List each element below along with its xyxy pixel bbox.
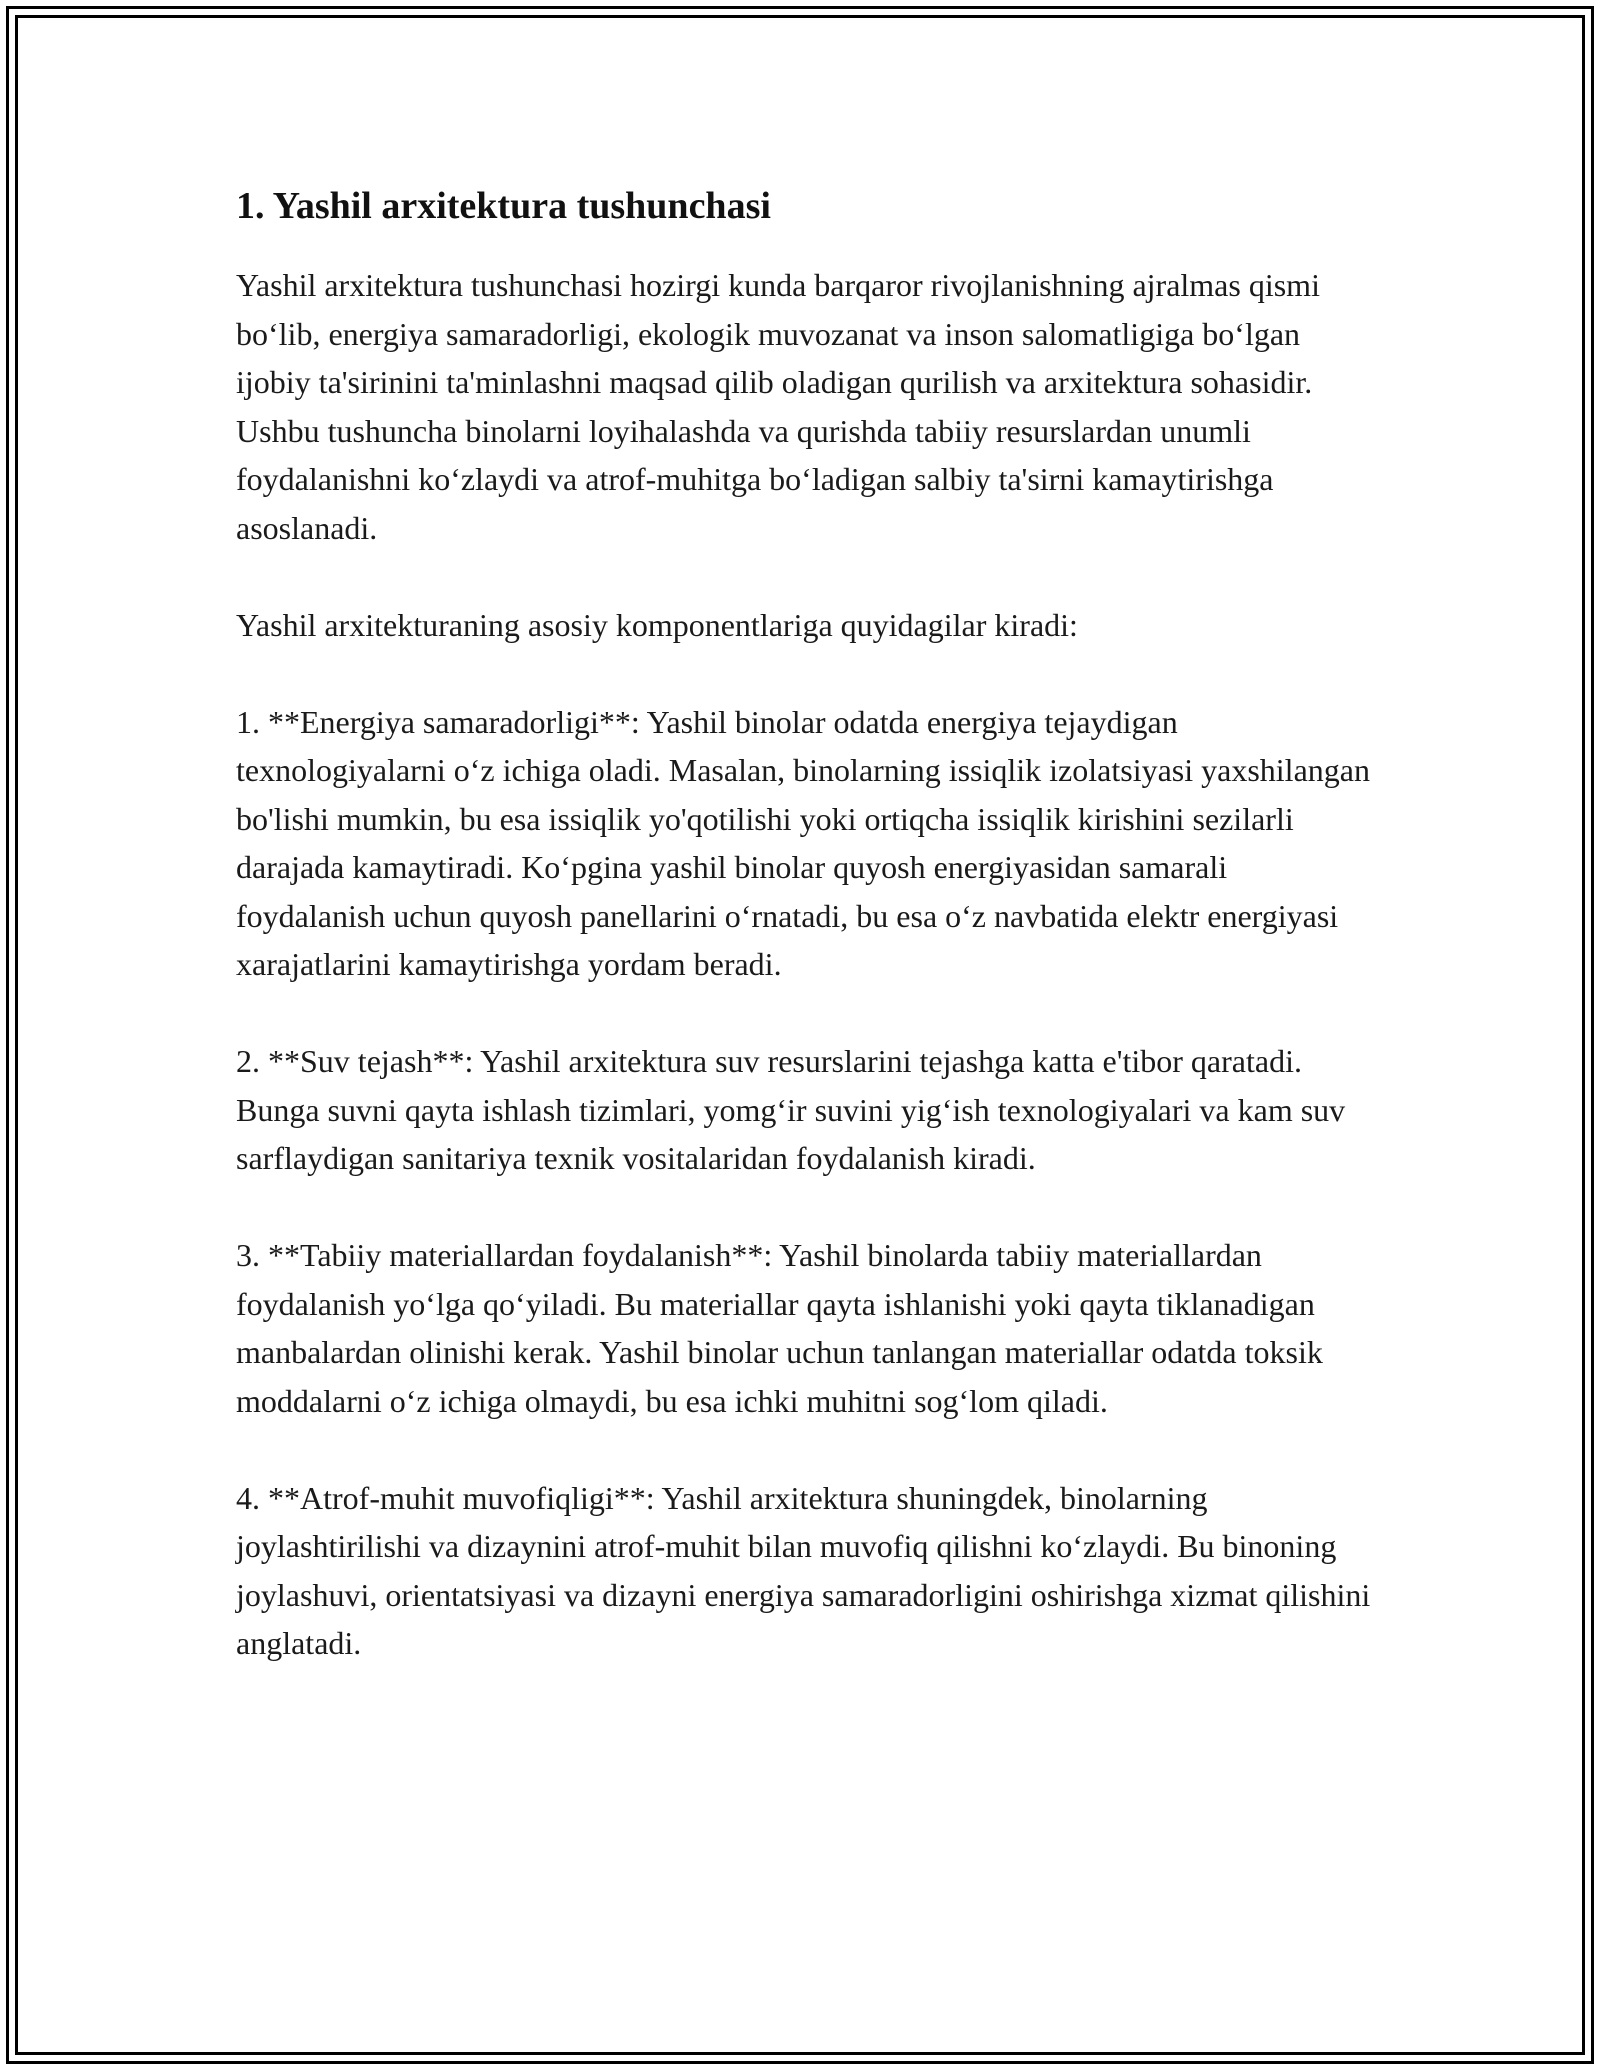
paragraph-intro: Yashil arxitektura tushunchasi hozirgi kunda barqaror rivojlanishning ajralmas qismi bo‘lib, energiya samaradorligi, ekologik muvozanat va inson salomatligiga bo‘lgan ijobiy ta'sirinini ta'minlashni maqsad qilib oladigan qurilish va arxitektura sohasidir. Ushbu tushuncha binolarni loyihalashda va qurishda tabiiy resurslardan unumli foydalanishni ko‘zlaydi va atrof-muhitga bo‘ladigan salbiy ta'sirni kamaytirishga asoslanadi. — [236, 267, 1320, 546]
document-body — [236, 182, 1376, 1716]
paragraph-components-lead: Yashil arxitekturaning asosiy komponentlariga quyidagilar kiradi: — [236, 606, 1078, 643]
paragraph-water-saving: 2. **Suv tejash**: Yashil arxitektura suv resurslarini tejashga katta e'tibor qaratadi. Bunga suvni qayta ishlash tizimlari, yomg‘ir suvini yig‘ish texnologiyalari va kam suv sarflaydigan sanitariya texnik vositalaridan foydalanish kiradi. — [236, 1043, 1346, 1177]
paragraph-energy-efficiency: 1. **Energiya samaradorligi**: Yashil binolar odatda energiya tejaydigan texnologiyalarni o‘z ichiga oladi. Masalan, binolarning issiqlik izolatsiyasi yaxshilangan bo'lishi mumkin, bu esa issiqlik yo'qotilishi yoki ortiqcha issiqlik kirishini sezilarli darajada kamaytiradi. Ko‘pgina yashil binolar quyosh energiyasidan samarali foydalanish uchun quyosh panellarini o‘rnatadi, bu esa o‘z navbatida elektr energiyasi xarajatlarini kamaytirishga yordam beradi. — [236, 703, 1370, 983]
section-title: 1. Yashil arxitektura tushunchasi — [236, 185, 771, 227]
paragraph-natural-materials: 3. **Tabiiy materiallardan foydalanish**: Yashil binolarda tabiiy materiallardan foydalanish yo‘lga qo‘yiladi. Bu materiallar qayta ishlanishi yoki qayta tiklanadigan manbalardan olinishi kerak. Yashil binolar uchun tanlangan materiallar odatda toksik moddalarni o‘z ichiga olmaydi, bu esa ichki muhitni sog‘lom qiladi. — [236, 1237, 1323, 1419]
paragraph-environment-compatibility: 4. **Atrof-muhit muvofiqligi**: Yashil arxitektura shuningdek, binolarning joylashtirilishi va dizaynini atrof-muhit bilan muvofiq qilishni ko‘zlaydi. Bu binoning joylashuvi, orientatsiyasi va dizayni energiya samaradorligini oshirishga xizmat qilishini anglatadi. — [236, 1479, 1371, 1662]
